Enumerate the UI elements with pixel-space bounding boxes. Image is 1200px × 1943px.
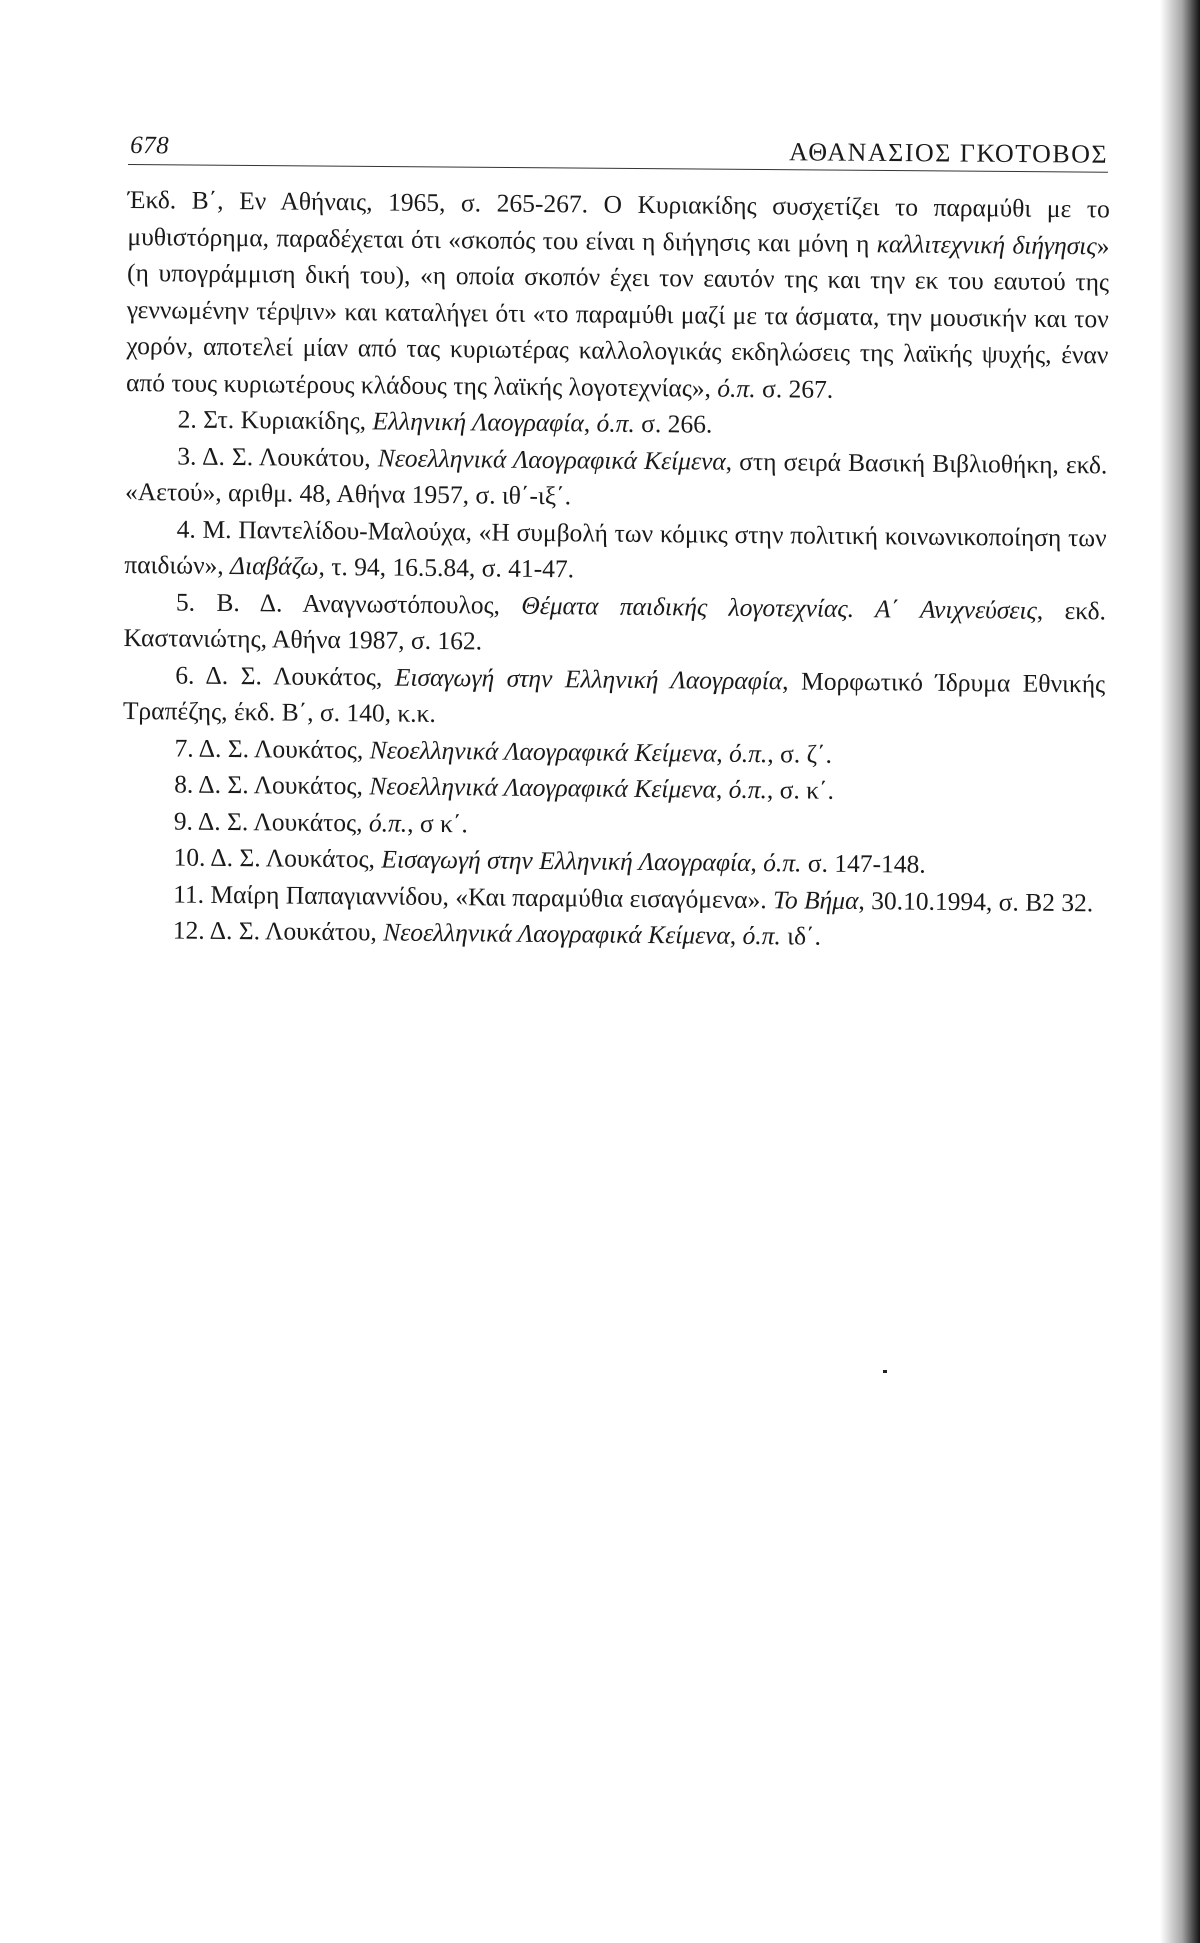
text-run: 10. Δ. Σ. Λουκάτος, [173,842,382,874]
stray-ink-mark [883,1370,887,1373]
italic-title-run: καλλιτεχνική διήγησις [876,228,1097,260]
italic-title-run: Νεοελληνικά Λαογραφικά Κείμενα [383,917,730,950]
note-continuation [126,182,1110,410]
text-run: , [583,408,597,438]
text-run: » (η υπογράμμιση δική του), «η οποία σκοπόν έχει τον εαυτόν της και την εκ του εαυτού της γεννωμένην τέρψιν» και καταλήγει ότι «το παραμύθι μαζί με τα άσματα, την μουσικήν και τον χορόν, αποτελεί μίαν από τας κυριωτέρας καλλολογικάς εκδηλώσεις της λαϊκής ψυχής, έναν από τους κυριωτέρους κλάδους της λαϊκής λογοτεχνίας», [125,230,1110,403]
running-head: ΑΘΑΝΑΣΙΟΣ ΓΚΟΤΟΒΟΣ [788,137,1109,169]
text-run: 6. Δ. Σ. Λουκάτος, [175,659,395,692]
text-run: σ. 267. [755,373,834,404]
text-run: , 30.10.1994, σ. Β2 32. [858,885,1094,917]
endnotes-block [121,182,1110,958]
italic-title-run: ό.π. [717,373,756,403]
page-edge-shadow [1160,0,1200,1943]
italic-title-run: Διαβάζω [229,550,319,581]
text-run: σ. 266. [634,408,713,439]
italic-title-run: ό.π. [596,408,635,438]
text-run: , εκδ. Καστανιώτης, Αθήνα 1987, σ. 162. [123,595,1107,656]
italic-title-run: ό.π. [728,738,768,768]
text-run: 12. Δ. Σ. Λουκάτου, [172,915,384,947]
italic-title-run: Νεοελληνικά Λαογραφικά Κείμενα [377,442,726,476]
text-run: 4. Μ. Παντελίδου-Μαλούχα, «Η συμβολή των κόμικς στην πολιτική κοινωνικοποίηση των παιδιών», [124,513,1107,580]
text-run: σ. 147-148. [801,848,926,879]
italic-title-run: ό.π. [368,807,408,838]
page-header [128,118,1108,173]
text-run: 2. Στ. Κυριακίδης, [177,404,373,436]
text-run: , στη σειρά Βασική Βιβλιοθήκη, εκδ. «Αετού», αριθμ. 48, Αθήνα 1957, σ. ιθ΄-ιξ΄. [124,446,1108,511]
text-run: , [729,920,743,950]
note-3 [125,437,1108,519]
italic-title-run: Το Βήμα [772,884,859,915]
text-run: , [716,738,730,768]
italic-title-run: Θέματα παιδικής λογοτεχνίας. Α΄ Ανιχνεύσεις [521,590,1037,625]
text-run: , σ. κ΄. [766,775,835,805]
text-run: 7. Δ. Σ. Λουκάτος, [174,732,370,764]
italic-title-run: Νεοελληνικά Λαογραφικά Κείμενα [369,734,717,768]
text-run: ιδ΄. [780,921,822,951]
italic-title-run: ό.π. [728,774,768,805]
text-run: , [750,848,764,878]
text-run: , Μορφωτικό Ίδρυμα Εθνικής Τραπέζης, έκδ. Β΄, σ. 140, κ.κ. [122,665,1106,728]
note-6 [123,656,1106,738]
text-run: 11. Μαίρη Παπαγιαννίδου, «Και παραμύθια εισαγόμενα». [173,878,774,914]
text-run: Έκδ. Β΄, Εν Αθήναις, 1965, σ. 265-267. Ο Κυριακίδης συσχετίζει το παραμύθι με το μυθιστόρημα, παραδέχεται ότι «σκοπός του είναι η διήγησις και μόνη η [127,184,1110,258]
text-run: , τ. 94, 16.5.84, σ. 41-47. [318,551,575,584]
text-run: 3. Δ. Σ. Λουκάτου, [177,440,378,472]
italic-title-run: Νεοελληνικά Λαογραφικά Κείμενα [369,771,717,804]
italic-title-run: Ελληνική Λαογραφία [372,406,584,438]
note-5 [123,583,1106,665]
text-run: , [715,774,729,804]
note-4 [124,510,1107,592]
text-run: 9. Δ. Σ. Λουκάτος, [173,805,370,837]
text-run: , σ κ΄. [407,808,468,838]
italic-title-run: Εισαγωγή στην Ελληνική Λαογραφία [394,662,783,695]
italic-title-run: ό.π. [742,920,782,951]
page-number: 678 [130,132,170,160]
italic-title-run: Εισαγωγή στην Ελληνική Λαογραφία [381,844,751,878]
text-run: 8. Δ. Σ. Λουκάτος, [174,769,370,801]
text-run: , σ. ζ΄. [767,738,833,769]
italic-title-run: ό.π. [763,848,802,878]
text-run: 5. Β. Δ. Αναγνωστόπουλος, [175,586,522,620]
